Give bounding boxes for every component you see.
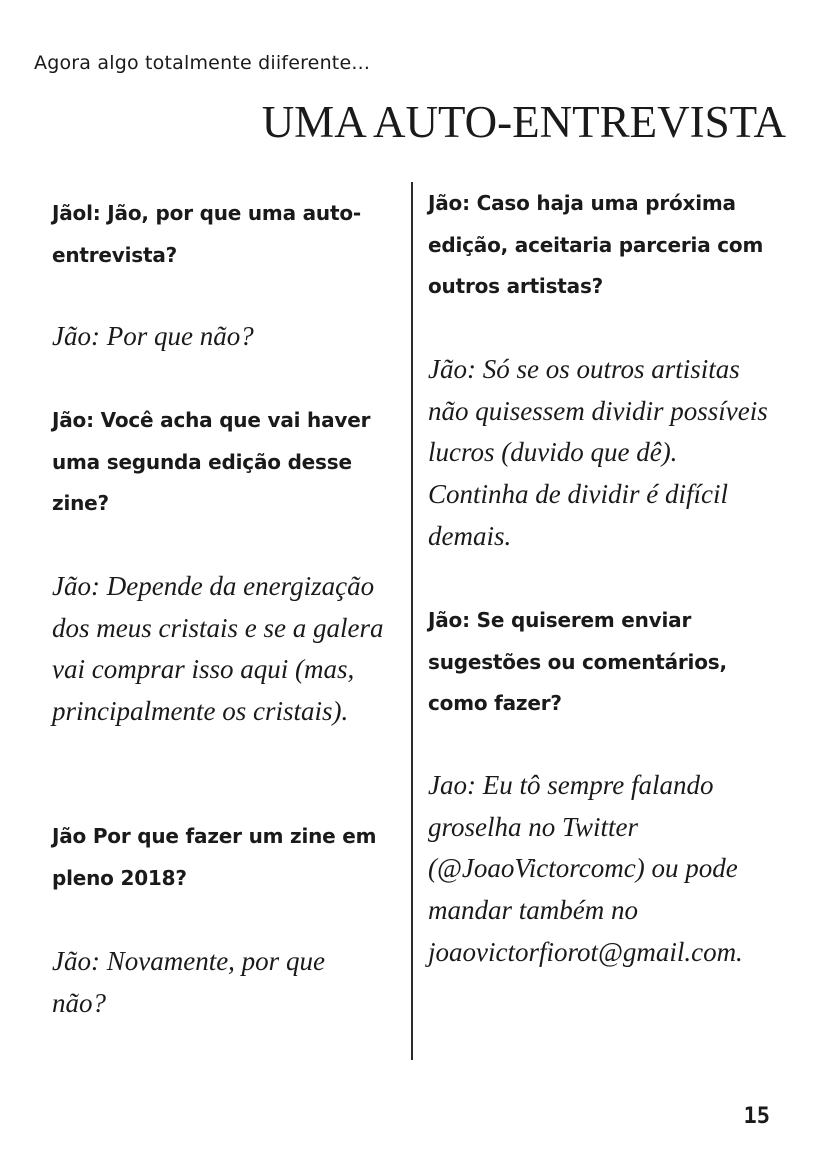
answer-1: Jão: Por que não? (52, 321, 254, 351)
question-1: Jãol: Jão, por que uma auto-entrevista? (52, 201, 361, 267)
question-2: Jão: Você acha que vai haver uma segunda edição desse zine? (52, 408, 371, 515)
kicker-text: Agora algo totalmente diiferente... (34, 52, 371, 74)
page-number: 15 (743, 1104, 770, 1129)
question-4: Jão: Caso haja uma próxima edição, aceitaria parceria com outros artistas? (428, 191, 764, 298)
answer-2: Jão: Depende da energização dos meus cristais e se a galera vai comprar isso aqui (mas, principalmente os cristais). (52, 571, 384, 727)
question-3: Jão Por que fazer um zine em pleno 2018? (52, 824, 377, 890)
answer-3: Jão: Novamente, por que não? (52, 946, 325, 1018)
column-divider (411, 182, 413, 1060)
answer-5: Jao: Eu tô sempre falando groselha no Twitter (@JoaoVictorcomc) ou pode mandar também no joaovictorfiorot@gmail.com. (428, 770, 743, 967)
answer-4: Jão: Só se os outros artisitas não quisessem dividir possíveis lucros (duvido que dê). Continha de dividir é difícil demais. (428, 354, 768, 551)
question-5: Jão: Se quiserem enviar sugestões ou comentários, como fazer? (428, 608, 727, 715)
page-title: UMA AUTO-ENTREVISTA (261, 97, 786, 147)
